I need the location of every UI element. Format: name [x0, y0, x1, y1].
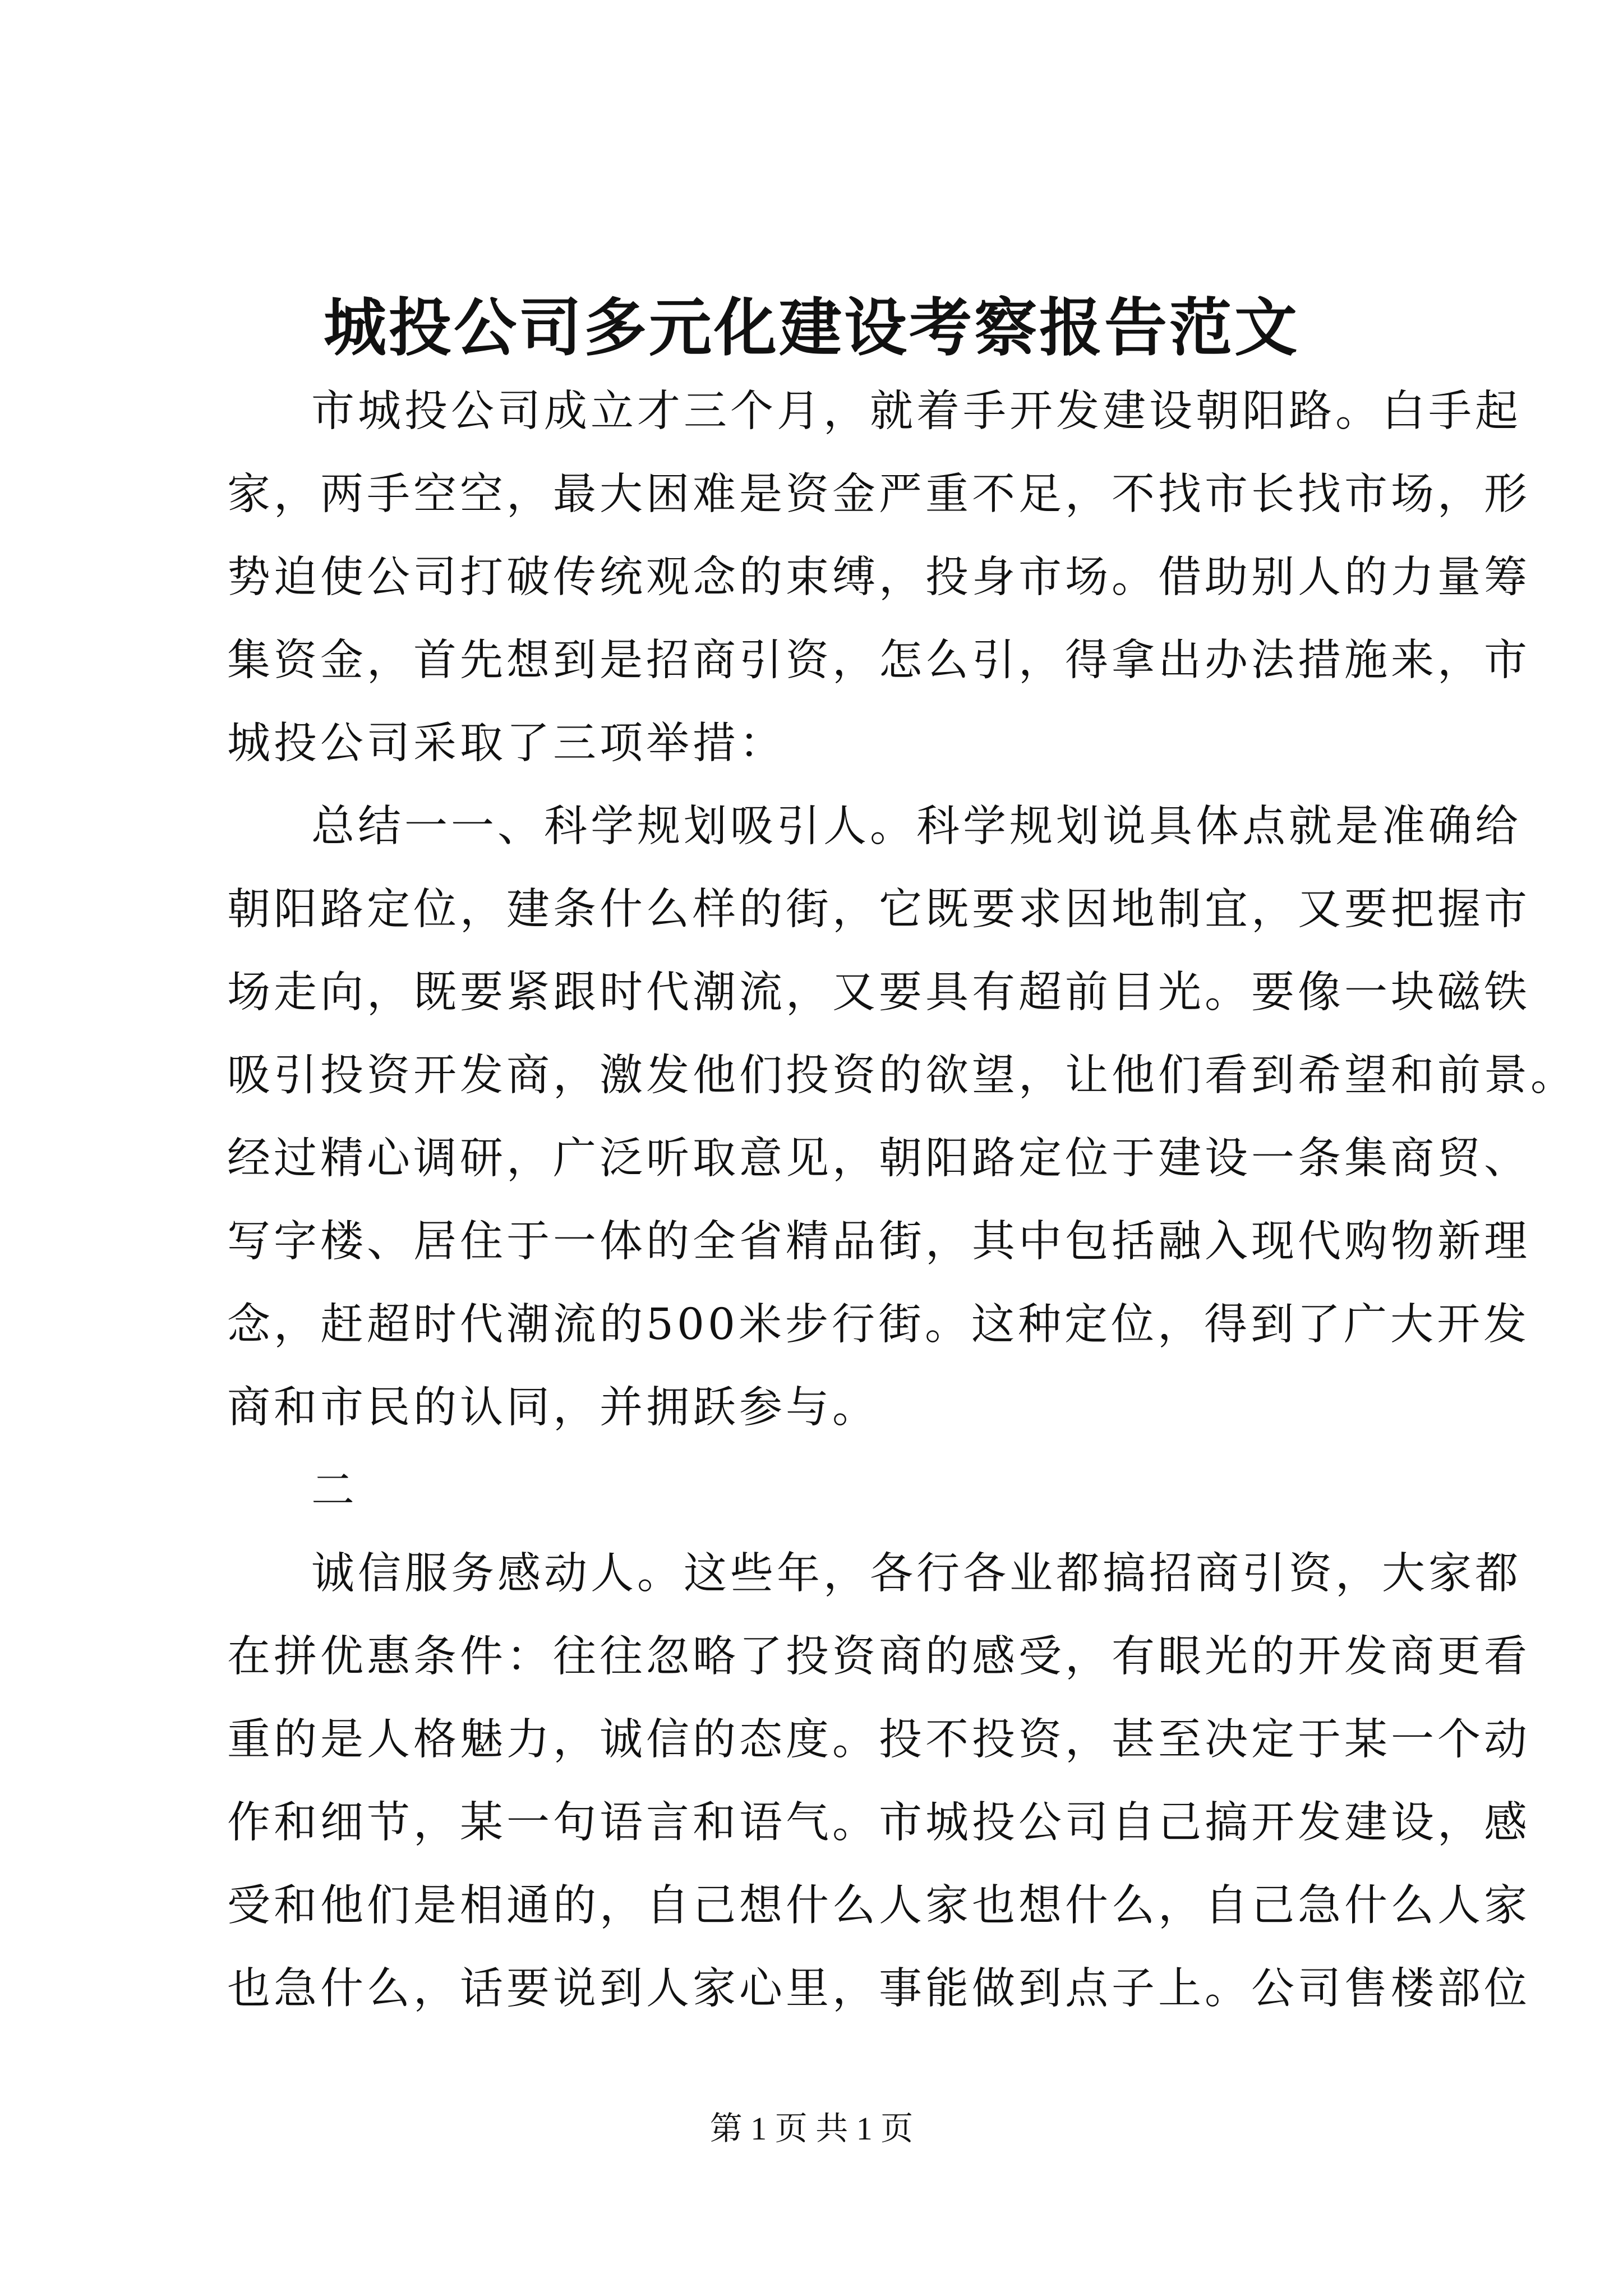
paragraph-line: 市城投公司成立才三个月，就着手开发建设朝阳路。白手起 — [311, 386, 1521, 436]
paragraph-line: 总结一一、科学规划吸引人。科学规划说具体点就是准确给 — [311, 802, 1521, 852]
page-footer — [0, 2106, 1623, 2151]
paragraph-line: 城投公司采取了三项举措： — [227, 719, 786, 769]
document-body — [227, 370, 1577, 2031]
paragraph-line: 经过精心调研，广泛听取意见，朝阳路定位于建设一条集商贸、 — [227, 1134, 1530, 1184]
document-title: 城投公司多元化建设考察报告范文 — [324, 291, 1299, 365]
paragraph-line: 写字楼、居住于一体的全省精品街，其中包括融入现代购物新理 — [227, 1217, 1530, 1267]
paragraph-line: 场走向，既要紧跟时代潮流，又要具有超前目光。要像一块磁铁 — [227, 968, 1530, 1018]
paragraph-line: 集资金，首先想到是招商引资，怎么引，得拿出办法措施来，市 — [227, 636, 1530, 685]
paragraph-line: 家，两手空空，最大困难是资金严重不足，不找市长找市场，形 — [227, 470, 1530, 519]
section-number: 二 — [311, 1466, 358, 1516]
paragraph-line: 重的是人格魅力，诚信的态度。投不投资，甚至决定于某一个动 — [227, 1715, 1530, 1765]
paragraph-line: 受和他们是相通的，自己想什么人家也想什么，自己急什么人家 — [227, 1881, 1530, 1931]
paragraph-line: 作和细节，某一句语言和语气。市城投公司自己搞开发建设，感 — [227, 1798, 1530, 1848]
paragraph-line: 朝阳路定位，建条什么样的街，它既要求因地制宜，又要把握市 — [227, 885, 1530, 935]
paragraph-line: 商和市民的认同，并拥跃参与。 — [227, 1383, 879, 1433]
page-number: 第 1 页 共 1 页 — [709, 2110, 914, 2147]
paragraph-line: 吸引投资开发商，激发他们投资的欲望，让他们看到希望和前景。 — [227, 1051, 1577, 1101]
paragraph-line: 诚信服务感动人。这些年，各行各业都搞招商引资，大家都 — [311, 1549, 1521, 1599]
paragraph-line: 势迫使公司打破传统观念的束缚，投身市场。借助别人的力量筹 — [227, 553, 1530, 602]
paragraph-line: 在拼优惠条件：往往忽略了投资商的感受，有眼光的开发商更看 — [227, 1632, 1530, 1682]
paragraph-line: 念，赶超时代潮流的500米步行街。这种定位，得到了广大开发 — [227, 1300, 1530, 1350]
paragraph-line: 也急什么，话要说到人家心里，事能做到点子上。公司售楼部位 — [227, 1964, 1530, 2014]
